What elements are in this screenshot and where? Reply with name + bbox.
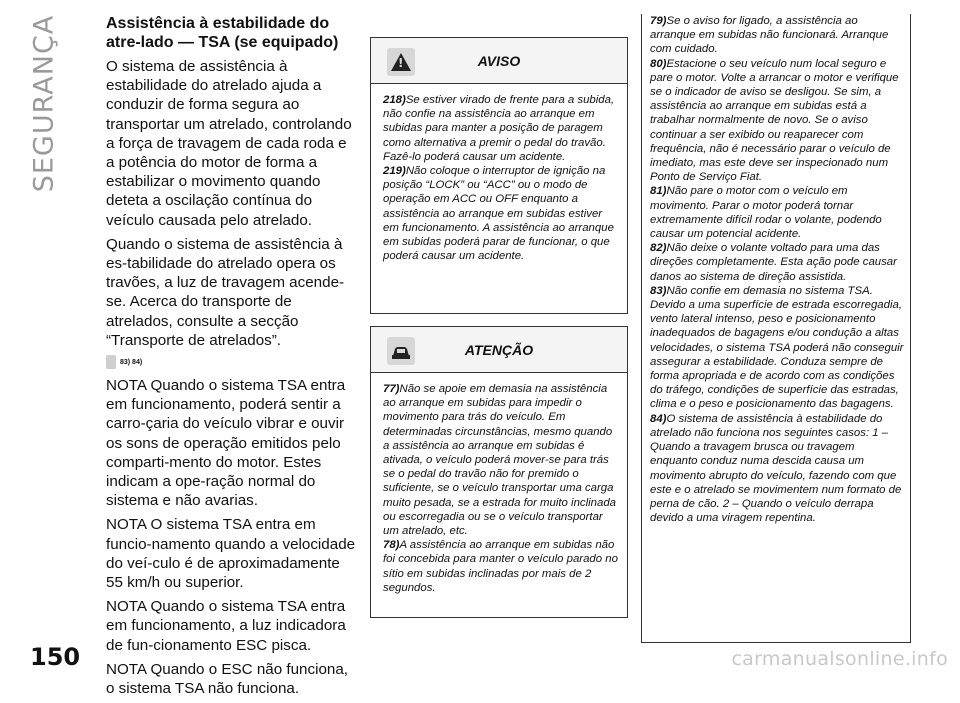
aviso-item: 218)Se estiver virado de frente para a subida, não confie na assistência ao arranque em subidas para manter a posição de paragem como alternativa a premir o pedal do travão. Fazê-lo poderá causar um acidente.	[383, 94, 615, 163]
body-paragraph: O sistema de assistência à estabilidade do atrelado ajuda a conduzir de forma segura ao transportar um atrelado, controlando a força de travagem de cada roda e a potência do motor de forma a estabilizar o movimento quando deteta a oscilação contínua do veículo causada pelo atrelado.	[106, 58, 352, 229]
watermark: carmanualsonline.info	[731, 648, 948, 670]
note-paragraph: NOTA Quando o sistema TSA entra em funcionamento, poderá sentir a carro-çaria do veículo vibrar e ouvir os sons de operação emitidos pelo comparti-mento do motor. Estes indicam a ope-ração normal do sistema e não avarias.	[106, 377, 346, 510]
atencao-body	[371, 373, 627, 595]
aviso-box	[370, 37, 628, 314]
warning-references	[106, 355, 356, 369]
atencao-item: 78)A assistência ao arranque em subidas não foi concebida para manter o veículo parado no sítio em subidas inclinadas por mais de 2 segundos.	[383, 539, 618, 594]
warning-item: 79)Se o aviso for ligado, a assistência ao arranque em subidas não funcionará. Arranque com cuidado.	[650, 15, 889, 56]
section-side-tab	[22, 14, 66, 192]
body-paragraph: Quando o sistema de assistência à es-tabilidade do atrelado opera os travões, a luz de travagem acende-se. Acerca do transporte de atrelados, consulte a secção “Transporte de atrelados”.	[106, 235, 345, 349]
main-text-column	[106, 14, 356, 703]
atencao-header	[371, 327, 627, 373]
note-paragraph: NOTA O sistema TSA entra em funcio-namento quando a velocidade do veí-culo é de aproximadamente 55 km/h ou superior.	[106, 516, 356, 592]
warning-ref-numbers: 83) 84)	[120, 358, 143, 366]
continued-warnings-box	[641, 14, 911, 643]
warning-ref-icon	[106, 355, 116, 369]
aviso-item: 219)Não coloque o interruptor de ignição na posição “LOCK” ou “ACC” ou o modo de operação em ACC ou OFF enquanto a assistência ao arranque em subidas estiver em funcionamento. A assistência ao arranque em subidas poderá parar de funcionar, o que poderá causar um acidente.	[383, 165, 614, 263]
warning-item: 81)Não pare o motor com o veículo em movimento. Parar o motor poderá tornar extremamente difícil rodar o volante, podendo causar um potencial acidente.	[650, 185, 882, 241]
aviso-body	[371, 84, 627, 263]
section-label: SEGURANÇA	[28, 14, 60, 192]
note-paragraph: NOTA Quando o sistema TSA entra em funcionamento, a luz indicadora de fun-cionamento ESC pisca.	[106, 598, 346, 654]
aviso-title: AVISO	[477, 52, 521, 69]
continued-warnings-body	[650, 14, 904, 525]
aviso-header	[371, 38, 627, 84]
warning-item: 80)Estacione o seu veículo num local seguro e pare o motor. Volte a arrancar o motor e verifique se o indicador de aviso se desligou. Se sim, a assistência ao arranque em subidas está a trabalhar normalmente de novo. Se o aviso continuar a ser exibido ou reaparecer com frequência, não é necessário parar o veículo de imediato, mas este deve ser inspecionado num Ponto de Serviço Fiat.	[650, 57, 899, 184]
warning-item: 84)O sistema de assistência à estabilidade do atrelado não funciona nos seguintes casos: 1 – Quando a travagem brusca ou travagem enquanto conduz numa descida causa um movimento abrupto do veículo, fazendo com que este e o atrelado se movimentem num formato de perna de cão. 2 – Quando o veículo derrapa devido a uma viragem repentina.	[650, 412, 902, 525]
warning-item: 83)Não confie em demasia no sistema TSA. Devido a uma superfície de estrada escorregadia, vento lateral intenso, peso e posicionamento inadequados de bagagens e/ou condução a altas velocidades, o sistema TSA poderá não conseguir assegurar a estabilidade. Conduza sempre de forma apropriada e de acordo com as condições do tráfego, condições de superfície das estradas, clima e o peso e posicionamento das bagagens.	[650, 284, 904, 411]
atencao-box	[370, 326, 628, 618]
page-number: 150	[30, 643, 81, 671]
section-heading: Assistência à estabilidade do atre-lado — TSA (se equipado)	[106, 15, 339, 51]
atencao-title: ATENÇÃO	[464, 341, 534, 358]
warning-item: 82)Não deixe o volante voltado para uma das direções completamente. Esta ação pode causar danos ao sistema de direção assistida.	[650, 242, 897, 283]
note-paragraph: NOTA Quando o ESC não funciona, o sistema TSA não funciona.	[106, 660, 349, 698]
atencao-item: 77)Não se apoie em demasia na assistência ao arranque em subidas para impedir o movimento para trás do veículo. Em determinadas circunstâncias, mesmo quando a assistência ao arranque em subidas é ativada, o veículo poderá mover-se para trás se o pedal do travão não for premido o suficiente, se o veículo transportar uma carga muito pesada, se a estrada for muito inclinada ou escorregadia ou se o veículo transportar um atrelado, etc.	[383, 383, 617, 538]
